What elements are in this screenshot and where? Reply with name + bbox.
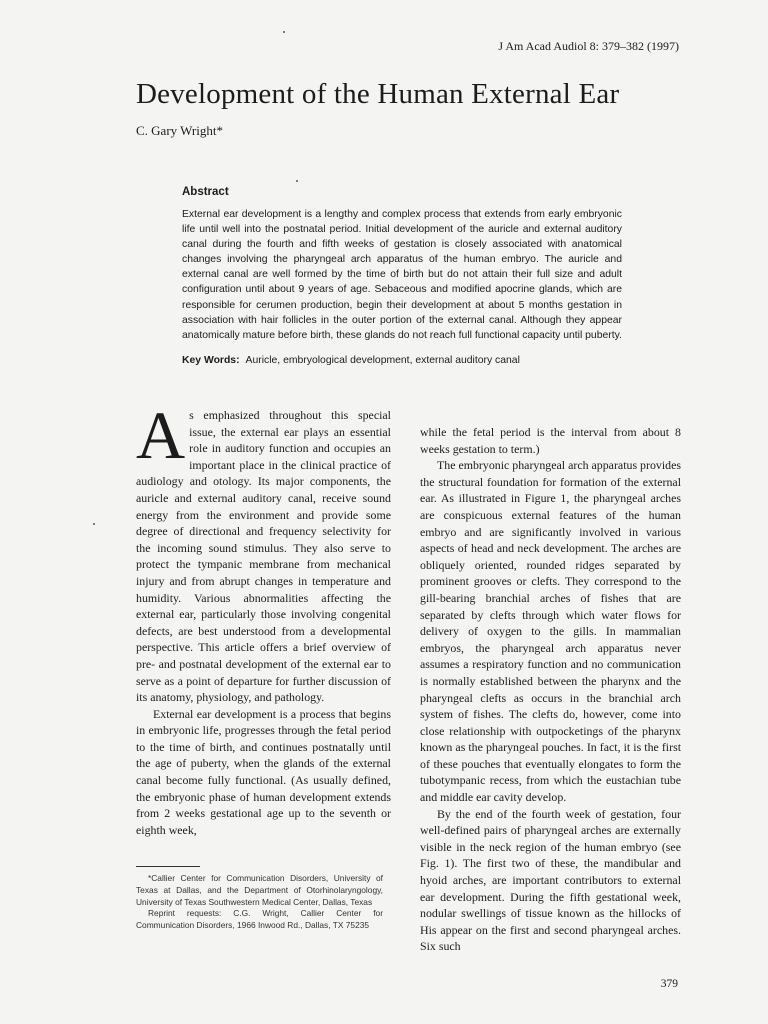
scan-speck: [283, 31, 285, 33]
scan-speck: [93, 523, 95, 525]
keywords-line: [182, 355, 622, 366]
keywords-text: Auricle, embryological development, external auditory canal: [245, 354, 520, 366]
page-number: 379: [660, 978, 678, 990]
keywords-label: Key Words:: [182, 354, 240, 366]
abstract-block: [182, 186, 622, 366]
journal-citation: J Am Acad Audiol 8: 379–382 (1997): [498, 39, 679, 53]
body-column-right: [420, 424, 681, 955]
author: C. Gary Wright*: [136, 123, 223, 138]
body-paragraph: while the fetal period is the interval from about 8 weeks gestation to term.): [420, 425, 681, 456]
body-paragraph: [136, 397, 391, 706]
scan-speck: [296, 180, 298, 182]
article-title: Development of the Human External Ear: [136, 78, 620, 110]
drop-cap: A: [136, 397, 186, 473]
footnote-reprint: Reprint requests: C.G. Wright, Callier Center for Communication Disorders, 1966 Inwood Rd., Dallas, TX 75235: [136, 908, 383, 931]
footnote-divider: [136, 866, 200, 867]
body-paragraph: The embryonic pharyngeal arch apparatus provides the structural foundation for formation of the external ear. As illustrated in Figure 1, the pharyngeal arches are conspicuous external features of the human embryo and are significantly involved in various aspects of head and neck development. The arches are obliquely oriented, rounded ridges separated by prominent grooves or clefts. They correspond to the gill-bearing branchial arches of fishes that are separated by clefts through which water flows for delivery of oxygen to the gills. In mammalian embryos, the pharyngeal arch apparatus never assumes a respiratory function and no communication is normally established between the pharynx and the pharyngeal clefts as occurs in the branchial arch system of fishes. The clefts do, however, come into close relationship with outpocketings of the pharynx known as the pharyngeal pouches. In fact, it is the first of these pouches that eventually elongates to form the tubotympanic recess, from which the eustachian tube and middle ear cavity develop.: [420, 458, 681, 805]
footnote-affiliation: *Callier Center for Communication Disorders, University of Texas at Dallas, and the Department of Otorhinolaryngology, University of Texas Southwestern Medical Center, Dallas, Texas: [136, 873, 383, 907]
footnotes: [136, 873, 383, 932]
body-paragraph: External ear development is a process that begins in embryonic life, progresses through the fetal period to the time of birth, and continues postnatally until the age of puberty, when the glands of the external canal become fully functional. (As usually defined, the embryonic phase of human development extends from 2 weeks gestational age up to the seventh or eighth week,: [136, 706, 391, 837]
abstract-heading: Abstract: [182, 186, 229, 198]
abstract-body: External ear development is a lengthy and complex process that extends from early embryonic life until well into the postnatal period. Initial development of the auricle and external auditory canal during the fourth and fifth weeks of gestation is closely associated with anatomical changes involving the pharyngeal arch apparatus of the human embryo. The auricle and external canal are well formed by the time of birth but do not attain their full size and adult configuration until about 9 years of age. Sebaceous and modified apocrine glands, which are responsible for cerumen production, begin their development at about 5 months gestation in association with hair follicles in the outer portion of the external canal. Although they appear anatomically mature before birth, these glands do not reach full functional capacity until puberty.: [182, 209, 622, 341]
body-paragraph: By the end of the fourth week of gestation, four well-defined pairs of pharyngeal arches are externally visible in the neck region of the human embryo (see Fig. 1). The first two of these, the mandibular and hyoid arches, are important contributors to external ear development. During the fifth gestational week, nodular swellings of tissue known as the hillocks of His appear on the first and second pharyngeal arches. Six such: [420, 806, 681, 954]
body-column-left: [136, 397, 391, 838]
paragraph-text: s emphasized throughout this special issue, the external ear plays an essential role in auditory function and occupies an important place in the clinical practice of audiology and otology. Its major components, the auricle and external auditory canal, receive sound energy from the environment and provide some degree of directional and frequency selectivity for the incoming sound stimulus. They also serve to protect the tympanic membrane from mechanical injury and from abrupt changes in temperature and humidity. Various abnormalities affecting the external ear, particularly those involving congenital defects, are best understood from a developmental perspective. This article offers a brief overview of pre- and postnatal development of the external ear to serve as a point of departure for further discussion of its anatomy, physiology, and pathology.: [136, 408, 391, 705]
